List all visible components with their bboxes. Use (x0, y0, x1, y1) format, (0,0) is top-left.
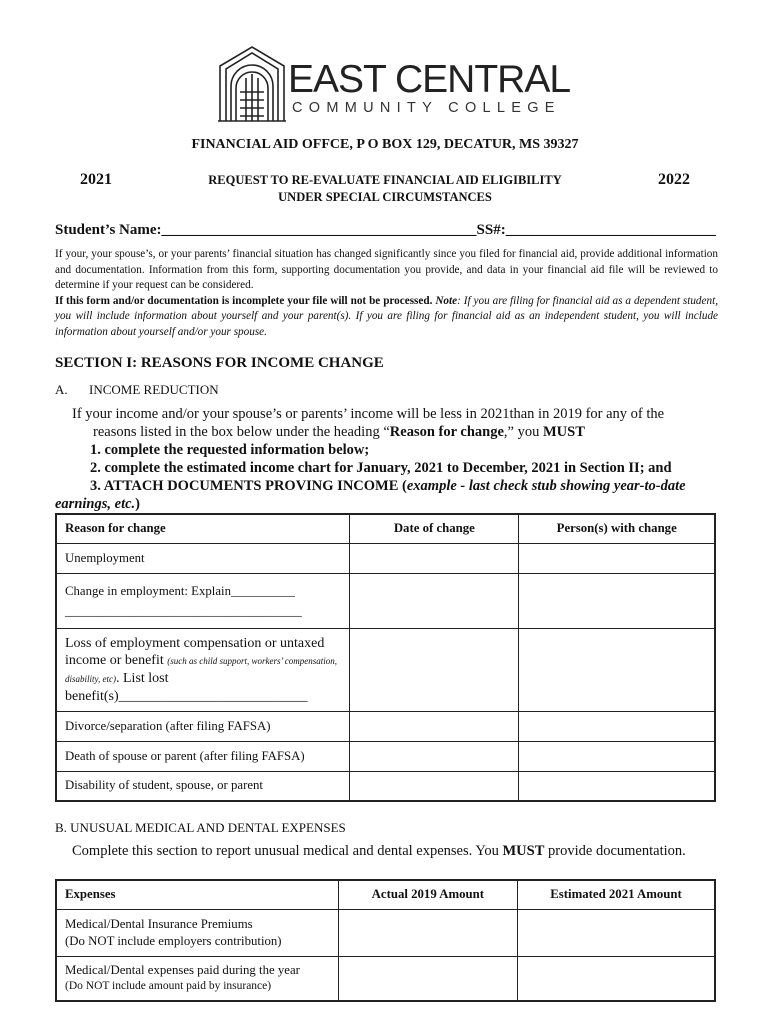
medical-expense-instructions: Complete this section to report unusual medical and dental expenses. You MUST provide documentation. (72, 843, 686, 859)
date-cell[interactable] (350, 628, 519, 711)
col-header-actual-2019: Actual 2019 Amount (338, 880, 517, 909)
instruction-line: If your income and/or your spouse’s or parents’ income will be less in 2021than in 2019 for any of the (72, 406, 665, 422)
date-cell[interactable] (350, 711, 519, 741)
instruction-step-2: 2. complete the estimated income chart for January, 2021 to December, 2021 in Section II; and (90, 460, 672, 476)
subsection-a-heading (55, 382, 219, 398)
instruction-step-3: 3. ATTACH DOCUMENTS PROVING INCOME (example - last check stub showing year-to-date (90, 478, 686, 494)
form-title (150, 172, 620, 206)
reason-cell: Loss of employment compensation or untaxed income or benefit (such as child support, workers’ compensation, disability, etc). List lost benefit(s)___________________________ (56, 628, 350, 711)
table-header-row (56, 514, 715, 543)
person-cell[interactable] (519, 543, 715, 573)
person-cell[interactable] (519, 628, 715, 711)
instruction-step-1: 1. complete the requested information below; (90, 442, 370, 458)
award-year-start: 2021 (80, 171, 112, 188)
intro-warning: If this form and/or documentation is incomplete your file will not be processed. (55, 294, 433, 307)
table-header-row (56, 880, 715, 909)
col-header-estimated-2021: Estimated 2021 Amount (518, 880, 715, 909)
reason-cell: Change in employment: Explain__________ _____________________________________ (56, 573, 350, 628)
actual-amount-cell[interactable] (338, 909, 517, 956)
date-cell[interactable] (350, 543, 519, 573)
logo-name-main: EAST CENTRAL (288, 58, 571, 101)
subsection-b-title: B. UNUSUAL MEDICAL AND DENTAL EXPENSES (55, 820, 346, 835)
college-logo-arch-icon (216, 44, 288, 122)
table-row (56, 628, 715, 711)
expense-cell: Medical/Dental Insurance Premiums (Do NOT include employers contribution) (56, 909, 338, 956)
table-row (56, 909, 715, 956)
date-cell[interactable] (350, 741, 519, 771)
logo-name-sub: COMMUNITY COLLEGE (292, 100, 561, 116)
reason-cell: Divorce/separation (after filing FAFSA) (56, 711, 350, 741)
form-title-line2: UNDER SPECIAL CIRCUMSTANCES (278, 190, 492, 204)
col-header-date: Date of change (350, 514, 519, 543)
subsection-a-letter: A. (55, 382, 68, 397)
table-row (56, 543, 715, 573)
date-cell[interactable] (350, 771, 519, 801)
reason-cell: Death of spouse or parent (after filing FAFSA) (56, 741, 350, 771)
income-change-table (55, 513, 716, 802)
date-cell[interactable] (350, 573, 519, 628)
subsection-a-title: INCOME REDUCTION (89, 382, 219, 397)
actual-amount-cell[interactable] (338, 956, 517, 1001)
estimated-amount-cell[interactable] (518, 909, 715, 956)
instruction-line: reasons listed in the box below under the heading “Reason for change,” you MUST (93, 424, 585, 440)
table-row (56, 956, 715, 1001)
col-header-reason: Reason for change (56, 514, 350, 543)
person-cell[interactable] (519, 771, 715, 801)
person-cell[interactable] (519, 711, 715, 741)
instruction-step-3-cont: earnings, etc.) (55, 496, 140, 512)
reason-cell: Unemployment (56, 543, 350, 573)
intro-note-label: Note (435, 294, 458, 307)
intro-note-text: : If you are filing for financial aid as a dependent student, you will include information about yourself and your parent(s). If you are filing for financial aid as an independent student, you will include information about yourself and/or your spouse. (55, 294, 718, 338)
table-row (56, 573, 715, 628)
intro-paragraph (55, 247, 718, 340)
person-cell[interactable] (519, 741, 715, 771)
award-year-end: 2022 (658, 171, 690, 188)
section-1-title: SECTION I: REASONS FOR INCOME CHANGE (55, 355, 384, 371)
person-cell[interactable] (519, 573, 715, 628)
table-row (56, 711, 715, 741)
form-title-line1: REQUEST TO RE-EVALUATE FINANCIAL AID ELIGIBILITY (208, 173, 562, 187)
col-header-person: Person(s) with change (519, 514, 715, 543)
medical-expenses-table (55, 879, 716, 1002)
office-address: FINANCIAL AID OFFCE, P O BOX 129, DECATUR, MS 39327 (191, 137, 579, 152)
col-header-expenses: Expenses (56, 880, 338, 909)
estimated-amount-cell[interactable] (518, 956, 715, 1001)
income-reduction-instructions (55, 405, 725, 513)
student-name-ssn-line[interactable]: Student’s Name:__________________________________________SS#:____________________________ (55, 222, 716, 238)
table-row (56, 771, 715, 801)
intro-text: If your, your spouse’s, or your parents’ financial situation has changed significantly since you filed for financial aid, provide additional information and documentation. Information from this form, supporting documentation you provide, and data in your financial aid file will be reviewed to determine if your request can be considered. (55, 248, 718, 291)
reason-cell: Disability of student, spouse, or parent (56, 771, 350, 801)
table-row (56, 741, 715, 771)
expense-cell: Medical/Dental expenses paid during the year (Do NOT include amount paid by insurance) (56, 956, 338, 1001)
